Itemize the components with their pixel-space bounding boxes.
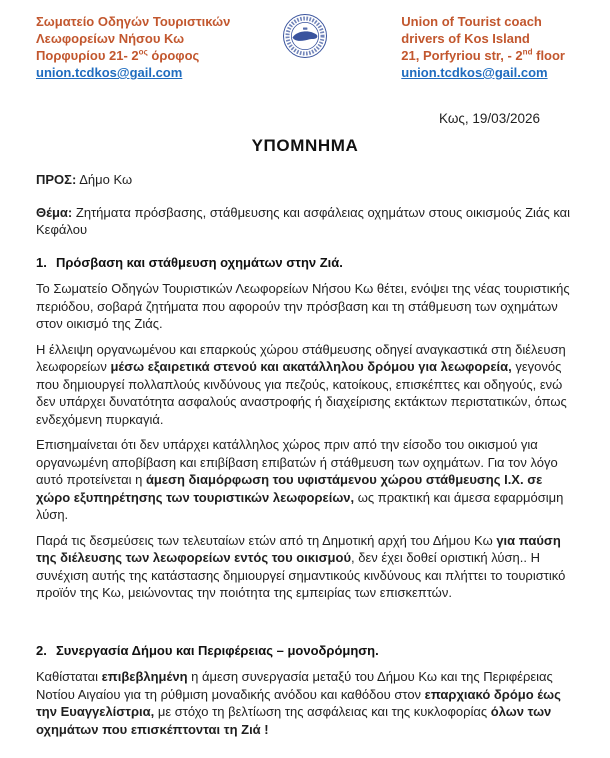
section-heading bbox=[36, 254, 574, 272]
text-run: Παρά τις δεσμεύσεις των τελευταίων ετών από τη Δημοτική αρχή του Δήμου Κω bbox=[36, 532, 497, 548]
document-title: ΥΠΟΜΝΗΜΑ bbox=[251, 136, 359, 155]
text-run: Union of Tourist coach bbox=[401, 14, 542, 29]
bold-text-run: μέσω εξαιρετικά στενού και ακατάλληλου δρόμου για λεωφορεία, bbox=[110, 359, 512, 374]
text-run: με στόχο τη βελτίωση της ασφάλειας και της κυκλοφορίας bbox=[154, 704, 491, 719]
section-number: 1. bbox=[36, 254, 47, 270]
letterhead bbox=[0, 0, 610, 81]
text-run: Ζητήματα πρόσβασης, στάθμευσης και ασφάλειας οχημάτων στους οικισμούς Ζιάς και Κεφάλου bbox=[36, 204, 571, 237]
paragraph bbox=[36, 280, 574, 333]
document-body bbox=[0, 171, 610, 738]
org-name-line bbox=[36, 13, 230, 30]
circular-seal-icon bbox=[282, 13, 328, 59]
text-run: Το Σωματείο Οδηγών Τουριστικών Λεωφορείων Νήσου Κω θέτει, ενόψει της νέας τουριστικής περιόδου, σοβαρά ζητήματα που αφορούν την πρόσβαση και τη στάθμευση των οχημάτων στον οικισμό της Ζιάς. bbox=[36, 281, 570, 331]
union-seal-logo bbox=[282, 13, 328, 59]
section-number: 2. bbox=[36, 642, 47, 658]
bold-text-run: για παύση της διέλευσης των λεωφορείων εντός του οικισμού bbox=[36, 532, 561, 565]
org-name-line bbox=[401, 30, 565, 47]
letterhead-english bbox=[401, 13, 565, 81]
text-run: , δεν έχει δοθεί οριστική λύση.. Η συνέχιση αυτής της κατάστασης δημιουργεί σημαντικούς κινδύνους και πλήττει το τουριστικό προϊόν της Κω, μειώνοντας την ποιότητα της εμπειρίας των επισκεπτών. bbox=[36, 550, 566, 600]
bold-text-run: όλων των οχημάτων που επισκέπτονται τη Ζιά ! bbox=[36, 704, 552, 737]
text-run: Επισημαίνεται ότι δεν υπάρχει κατάλληλος χώρος πριν από την είσοδο του οικισμού για οργανωμένη αποβίβαση και επιβίβαση επιβατών ή στάθμευση των οχημάτων. Για τον λόγο αυτό προτείνεται η bbox=[36, 437, 558, 487]
text-run: nd bbox=[522, 47, 533, 57]
section-heading bbox=[36, 642, 574, 660]
email-link-english[interactable]: union.tcdkos@gail.com bbox=[401, 65, 548, 80]
org-address-line bbox=[401, 47, 565, 64]
bold-text-run: Συνεργασία Δήμου και Περιφέρειας – μονοδρόμηση. bbox=[56, 642, 379, 658]
org-name-line bbox=[36, 30, 230, 47]
text-run: όροφος bbox=[147, 48, 200, 63]
text-run: Δήμο Κω bbox=[76, 172, 133, 187]
bold-text-run: Πρόσβαση και στάθμευση οχημάτων στην Ζιά. bbox=[56, 254, 343, 270]
text-run: Η έλλειψη οργανωμένου και επαρκούς χώρου στάθμευσης οδηγεί αναγκαστικά στη διέλευση λεωφορείων bbox=[36, 341, 566, 374]
email-link-greek[interactable]: union.tcdkos@gail.com bbox=[36, 65, 183, 80]
text-run: Σωματείο Οδηγών Τουριστικών bbox=[36, 14, 231, 29]
text-run: η άμεση συνεργασία μεταξύ του Δήμου Κω και της Περιφέρειας Νοτίου Αιγαίου για τη ρύθμιση μοναδικής ανόδου και καθόδου στον bbox=[36, 669, 553, 702]
bold-text-run: ΠΡΟΣ: bbox=[36, 172, 77, 187]
letterhead-greek bbox=[36, 13, 230, 81]
field-line bbox=[36, 171, 574, 189]
field-line bbox=[36, 204, 574, 239]
bold-text-run: επιβεβλημένη bbox=[101, 669, 188, 684]
org-address-line bbox=[36, 47, 230, 64]
text-run: Λεωφορείων Νήσου Κω bbox=[36, 31, 185, 46]
text-run: floor bbox=[532, 48, 565, 63]
text-run: ως πρακτική και άμεσα εφαρμόσιμη λύση. bbox=[36, 489, 564, 522]
text-run: Καθίσταται bbox=[36, 669, 102, 684]
bold-text-run: άμεση διαμόρφωση του υφιστάμενου χώρου στάθμευσης Ι.Χ. σε χώρο εξυπηρέτησης των τουριστικών λεωφορείων, bbox=[36, 472, 543, 505]
text-run: ος bbox=[138, 47, 148, 57]
text-run: 21, Porfyriou str, - 2 bbox=[401, 48, 523, 63]
text-run: Πορφυρίου 21- 2 bbox=[36, 48, 139, 63]
date-line: Κως, 19/03/2026 bbox=[439, 111, 540, 126]
paragraph bbox=[36, 532, 574, 602]
bold-text-run: Θέμα: bbox=[36, 204, 73, 220]
bold-text-run: επαρχιακό δρόμο έως την Ευαγγελίστρια, bbox=[36, 686, 561, 719]
paragraph bbox=[36, 341, 574, 429]
org-name-line bbox=[401, 13, 565, 30]
text-run: drivers of Kos Island bbox=[401, 31, 530, 46]
paragraph bbox=[36, 436, 574, 524]
paragraph bbox=[36, 668, 574, 738]
text-run: γεγονός που δημιουργεί πολλαπλούς κινδύνους για πεζούς, κατοίκους, επισκέπτες και οδηγούς, ενώ δεν υπάρχει δυνατότητα ασφαλούς αναστροφής ή διαχείρισης εκτάκτων περιστατικών, όπως ενδεχόμενη πυρκαγιά. bbox=[36, 359, 567, 427]
